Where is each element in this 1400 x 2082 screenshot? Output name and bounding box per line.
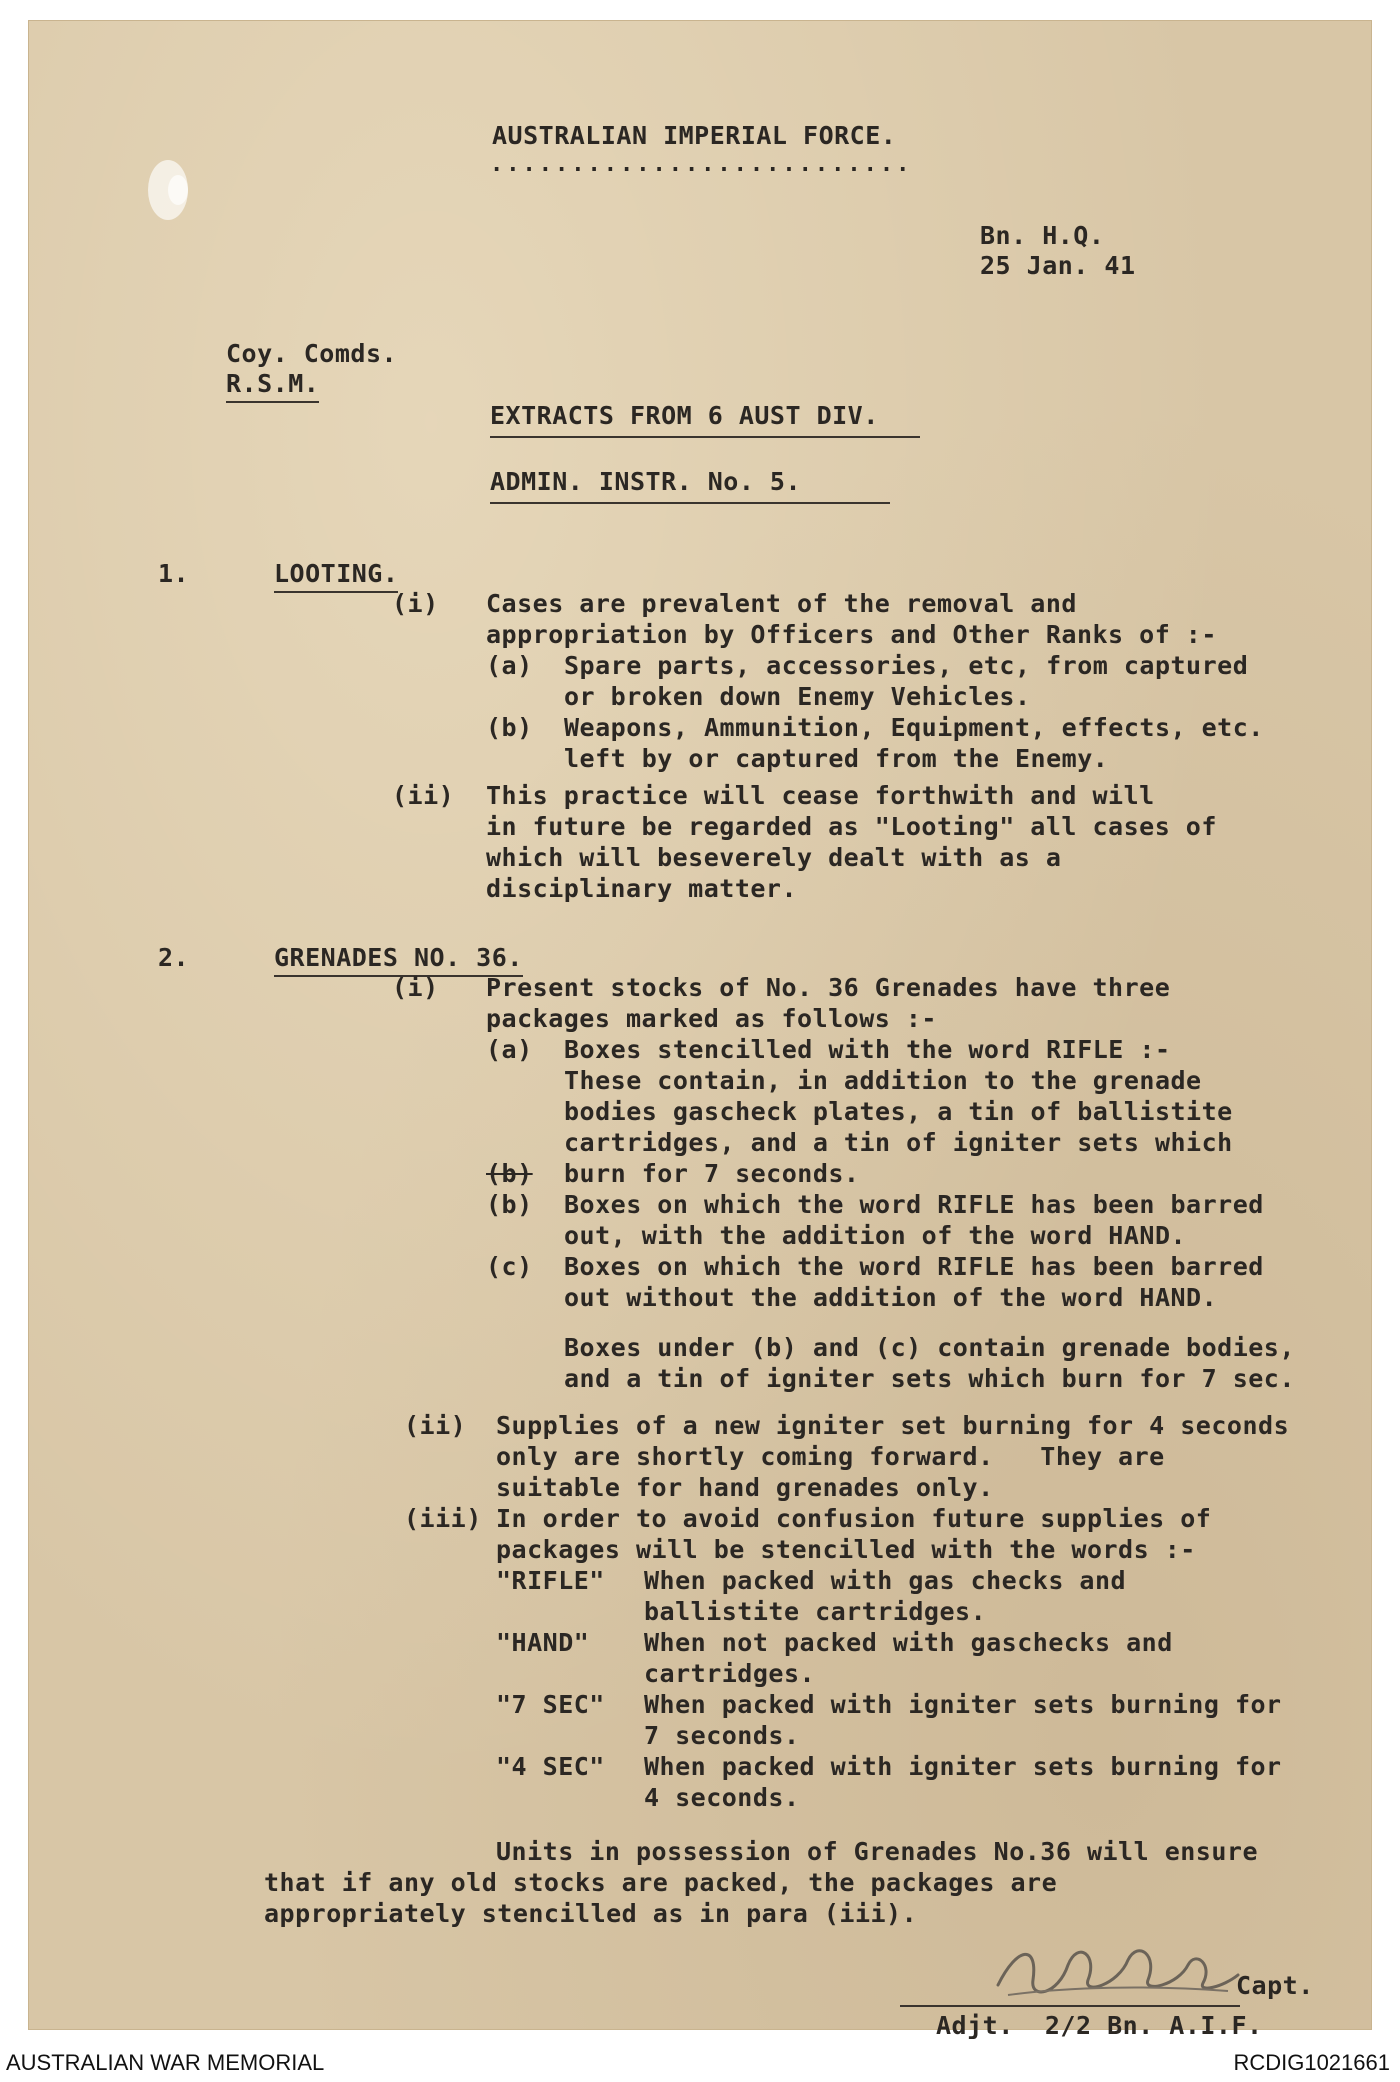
signature-rank: Capt. [1236,1971,1314,2000]
s2-sub-a-label: (a) [486,1035,533,1064]
s1-sub-a-label: (a) [486,651,533,680]
stencil-desc: When packed with gas checks and [644,1566,1127,1595]
addressee-2: R.S.M. [226,368,319,403]
stencil-word: "7 SEC" [496,1690,605,1719]
s2-bc-note-line: and a tin of igniter sets which burn for 7 sec. [564,1364,1295,1393]
s1-para-i-line: Cases are prevalent of the removal and [486,589,1077,618]
dotted-rule: .......................... [490,152,913,177]
s1-para-ii-line: which will beseverely dealt with as a [486,843,1062,872]
s1-para-ii-line: This practice will cease forthwith and will [486,781,1155,810]
s2-sub-b-label: (b) [486,1190,533,1219]
s2-para-i-line: Present stocks of No. 36 Grenades have three [486,973,1171,1002]
s2-para-ii-label: (ii) [404,1411,467,1440]
document-page [28,20,1372,2040]
stencil-desc: ballistite cartridges. [644,1597,987,1626]
signature-appointment: Adjt. 2/2 Bn. A.I.F. [936,2011,1263,2040]
org-heading: AUSTRALIAN IMPERIAL FORCE. [492,121,897,150]
title-line-1: EXTRACTS FROM 6 AUST DIV. [490,401,879,430]
footer-credit: AUSTRALIAN WAR MEMORIAL [6,2050,325,2075]
stencil-word: "4 SEC" [496,1752,605,1781]
paper-damage [168,175,188,205]
addressee-1: Coy. Comds. [226,339,398,368]
s2-struck-label: (b) [486,1159,533,1188]
stencil-desc: 4 seconds. [644,1783,800,1812]
s2-sub-a-line: burn for 7 seconds. [564,1159,860,1188]
closing-line: that if any old stocks are packed, the packages are [264,1868,1058,1897]
s1-para-ii-label: (ii) [392,781,455,810]
s2-para-ii-line: Supplies of a new igniter set burning for 4 seconds [496,1411,1290,1440]
s2-para-iii-line: packages will be stencilled with the words :- [496,1535,1196,1564]
s2-sub-a-line: bodies gascheck plates, a tin of ballistite [564,1097,1233,1126]
stencil-word: "RIFLE" [496,1566,605,1595]
s2-para-iii-label: (iii) [404,1504,482,1533]
stencil-desc: cartridges. [644,1659,816,1688]
footer-id: RCDIG1021661 [1233,2050,1390,2075]
title-line-2: ADMIN. INSTR. No. 5. [490,467,802,496]
title-underline-2 [490,502,890,504]
s2-para-ii-line: suitable for hand grenades only. [496,1473,994,1502]
section-1-heading: LOOTING. [274,558,398,593]
s2-sub-a-line: These contain, in addition to the grenade [564,1066,1202,1095]
signature-line [900,2005,1240,2007]
section-2-heading: GRENADES NO. 36. [274,942,523,977]
stencil-desc: When packed with igniter sets burning for [644,1690,1282,1719]
s2-sub-c-line: Boxes on which the word RIFLE has been barred [564,1252,1264,1281]
s2-para-ii-line: only are shortly coming forward. They are [496,1442,1165,1471]
s1-sub-a-line: or broken down Enemy Vehicles. [564,682,1031,711]
stencil-desc: When packed with igniter sets burning for [644,1752,1282,1781]
s2-para-i-label: (i) [392,973,439,1002]
s2-sub-b-line: Boxes on which the word RIFLE has been barred [564,1190,1264,1219]
closing-line: Units in possession of Grenades No.36 will ensure [496,1837,1259,1866]
handwritten-signature [988,1925,1248,2015]
date-line: 25 Jan. 41 [980,251,1136,280]
s2-para-iii-line: In order to avoid confusion future supplies of [496,1504,1212,1533]
s1-sub-b-line: left by or captured from the Enemy. [564,744,1109,773]
s2-sub-c-label: (c) [486,1252,533,1281]
s2-sub-c-line: out without the addition of the word HAND. [564,1283,1218,1312]
s1-para-ii-line: disciplinary matter. [486,874,798,903]
s1-sub-b-line: Weapons, Ammunition, Equipment, effects, etc. [564,713,1264,742]
s1-sub-a-line: Spare parts, accessories, etc, from captured [564,651,1249,680]
s1-sub-b-label: (b) [486,713,533,742]
s2-bc-note-line: Boxes under (b) and (c) contain grenade bodies, [564,1333,1295,1362]
s1-para-ii-line: in future be regarded as "Looting" all cases of [486,812,1217,841]
title-underline-1 [490,436,920,438]
stencil-desc: 7 seconds. [644,1721,800,1750]
s2-sub-b-line: out, with the addition of the word HAND. [564,1221,1187,1250]
s2-sub-a-line: cartridges, and a tin of igniter sets which [564,1128,1233,1157]
section-2-number: 2. [158,943,190,972]
stencil-word: "HAND" [496,1628,590,1657]
s2-sub-a-line: Boxes stencilled with the word RIFLE :- [564,1035,1171,1064]
stencil-desc: When not packed with gaschecks and [644,1628,1173,1657]
closing-line: appropriately stencilled as in para (iii). [264,1899,918,1928]
section-1-number: 1. [158,559,190,588]
hq-line: Bn. H.Q. [980,221,1105,250]
s1-para-i-label: (i) [392,589,439,618]
s1-para-i-line: appropriation by Officers and Other Ranks of :- [486,620,1217,649]
s2-para-i-line: packages marked as follows :- [486,1004,937,1033]
